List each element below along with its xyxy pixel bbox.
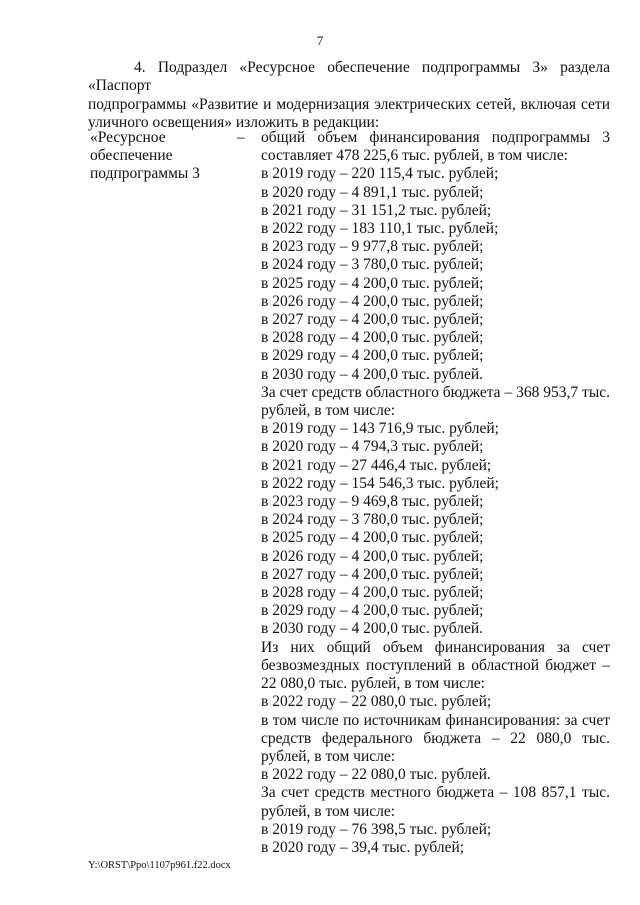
funding-line: в 2023 году – 9 469,8 тыс. рублей;	[261, 493, 484, 511]
funding-line: составляет 478 225,6 тыс. рублей, в том числе:	[261, 147, 568, 165]
funding-line: в 2022 году – 22 080,0 тыс. рублей;	[261, 693, 492, 711]
funding-line: в том числе по источникам финансирования: за счет	[261, 711, 610, 729]
funding-line: Из них общий объем финансирования за счет	[261, 638, 610, 656]
page-number: 7	[316, 33, 324, 48]
funding-line: в 2021 году – 31 151,2 тыс. рублей;	[261, 201, 492, 219]
funding-line: в 2025 году – 4 200,0 тыс. рублей;	[261, 529, 484, 547]
intro-line: 4. Подраздел «Ресурсное обеспечение подпрограммы 3» раздела «Паспорт	[88, 59, 610, 95]
section-title-line: «Ресурсное	[90, 129, 166, 146]
section-title-line: подпрограммы 3	[90, 165, 200, 183]
funding-line: в 2026 году – 4 200,0 тыс. рублей;	[261, 547, 484, 565]
intro-line: уличного освещения» изложить в редакции:	[88, 113, 380, 131]
funding-line: в 2023 году – 9 977,8 тыс. рублей;	[261, 238, 484, 256]
funding-line: средств федерального бюджета – 22 080,0 тыс.	[261, 729, 610, 747]
intro-paragraph	[88, 59, 610, 132]
funding-line: За счет средств областного бюджета – 368 953,7 тыс.	[261, 383, 610, 401]
funding-line: в 2019 году – 76 398,5 тыс. рублей;	[261, 820, 492, 838]
separator-dash: –	[237, 129, 245, 146]
funding-line: в 2020 году – 4 794,3 тыс. рублей;	[261, 438, 484, 456]
funding-line: За счет средств местного бюджета – 108 857,1 тыс.	[261, 784, 610, 802]
section-title	[90, 129, 230, 184]
funding-line: в 2030 году – 4 200,0 тыс. рублей.	[261, 365, 484, 383]
funding-details	[261, 129, 610, 857]
file-path-footer: Y:\ORST\Ppo\1107p961.f22.docx	[88, 860, 231, 871]
funding-line: в 2028 году – 4 200,0 тыс. рублей;	[261, 329, 484, 347]
funding-line: в 2028 году – 4 200,0 тыс. рублей;	[261, 584, 484, 602]
intro-line: подпрограммы «Развитие и модернизация электрических сетей, включая сети	[88, 95, 610, 113]
funding-line: в 2022 году – 183 110,1 тыс. рублей;	[261, 220, 499, 238]
funding-line: в 2025 году – 4 200,0 тыс. рублей;	[261, 274, 484, 292]
funding-line: в 2027 году – 4 200,0 тыс. рублей;	[261, 311, 484, 329]
funding-line: в 2019 году – 143 716,9 тыс. рублей;	[261, 420, 499, 438]
funding-line: рублей, в том числе:	[261, 747, 396, 765]
funding-line: в 2021 году – 27 446,4 тыс. рублей;	[261, 456, 492, 474]
funding-line: в 2026 году – 4 200,0 тыс. рублей;	[261, 292, 484, 310]
funding-line: рублей, в том числе:	[261, 802, 396, 820]
funding-line: в 2022 году – 154 546,3 тыс. рублей;	[261, 474, 499, 492]
funding-line: в 2020 году – 4 891,1 тыс. рублей;	[261, 183, 484, 201]
funding-line: в 2024 году – 3 780,0 тыс. рублей;	[261, 256, 484, 274]
section-title-line: обеспечение	[90, 147, 173, 165]
funding-line: рублей, в том числе:	[261, 402, 396, 420]
funding-line: в 2030 году – 4 200,0 тыс. рублей.	[261, 620, 484, 638]
funding-line: в 2029 году – 4 200,0 тыс. рублей;	[261, 347, 484, 365]
funding-line: в 2027 году – 4 200,0 тыс. рублей;	[261, 565, 484, 583]
funding-line: общий объем финансирования подпрограммы 3	[261, 129, 610, 146]
funding-line: 22 080,0 тыс. рублей, в том числе:	[261, 675, 485, 693]
funding-line: безвозмездных поступлений в областной бюджет –	[261, 656, 610, 674]
funding-line: в 2020 году – 39,4 тыс. рублей;	[261, 838, 465, 856]
funding-line: в 2029 году – 4 200,0 тыс. рублей;	[261, 602, 484, 620]
funding-line: в 2022 году – 22 080,0 тыс. рублей.	[261, 766, 491, 784]
funding-line: в 2019 году – 220 115,4 тыс. рублей;	[261, 165, 499, 183]
funding-line: в 2024 году – 3 780,0 тыс. рублей;	[261, 511, 484, 529]
